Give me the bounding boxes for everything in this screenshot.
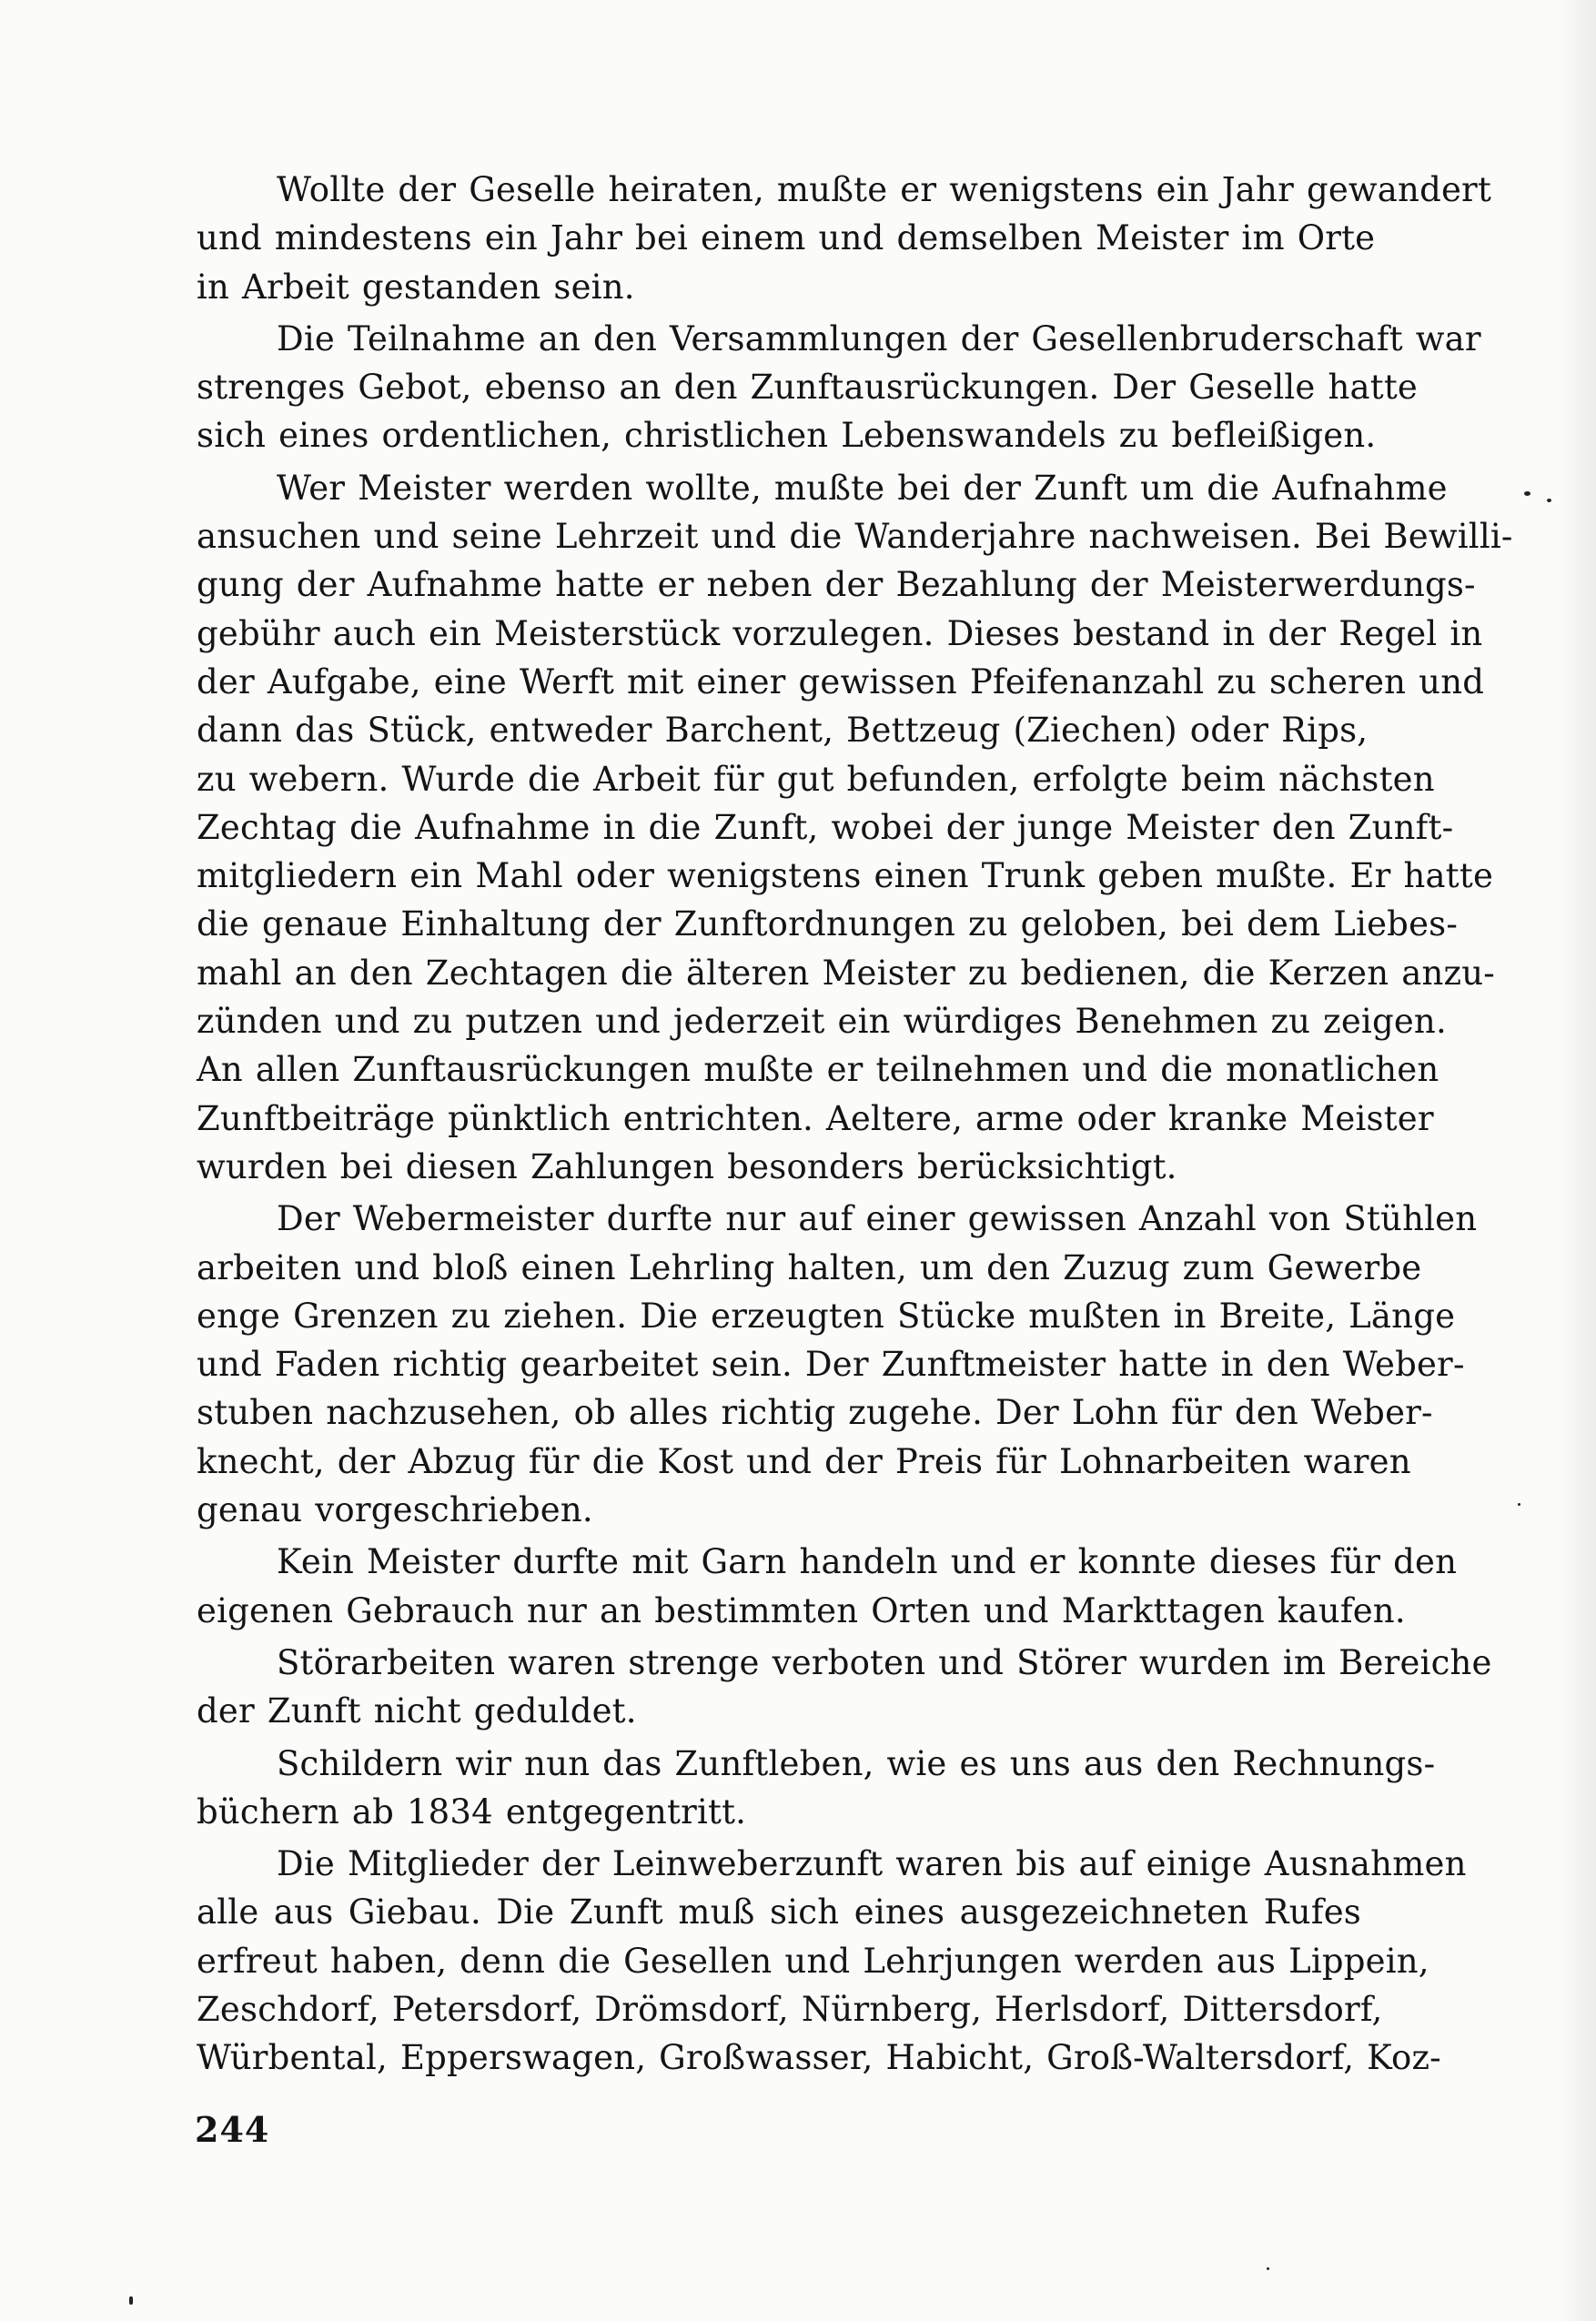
body-text	[197, 166, 1513, 2086]
text-line: stuben nachzusehen, ob alles richtig zugehe. Der Lohn für den Weber-	[197, 1393, 1433, 1433]
text-line: wurden bei diesen Zahlungen besonders berücksichtigt.	[197, 1146, 1177, 1186]
text-line: Würbental, Epperswagen, Großwasser, Habicht, Groß-Waltersdorf, Koz-	[197, 2038, 1441, 2078]
text-line: Der Webermeister durfte nur auf einer gewissen Anzahl von Stühlen	[277, 1199, 1478, 1239]
paragraph	[197, 464, 1513, 1191]
text-line: genau vorgeschrieben.	[197, 1490, 593, 1530]
scan-speck	[1518, 1503, 1520, 1506]
text-line: gebühr auch ein Meisterstück vorzulegen. Dieses bestand in der Regel in	[197, 613, 1483, 653]
text-line: und mindestens ein Jahr bei einem und demselben Meister im Orte	[197, 218, 1376, 258]
text-line: der Zunft nicht geduldet.	[197, 1691, 637, 1731]
text-line: enge Grenzen zu ziehen. Die erzeugten Stücke mußten in Breite, Länge	[197, 1296, 1456, 1336]
scan-speck	[1524, 491, 1530, 496]
scan-speck	[129, 2296, 133, 2305]
paragraph	[197, 1840, 1467, 2082]
text-line: alle aus Giebau. Die Zunft muß sich eines ausgezeichneten Rufes	[197, 1892, 1361, 1932]
scan-speck	[1267, 2267, 1269, 2270]
text-line: knecht, der Abzug für die Kost und der Preis für Lohnarbeiten waren	[197, 1441, 1411, 1481]
paragraph	[197, 166, 1492, 311]
text-line: Zunftbeiträge pünktlich entrichten. Aeltere, arme oder kranke Meister	[197, 1098, 1434, 1138]
text-line: mitgliedern ein Mahl oder wenigstens einen Trunk geben mußte. Er hatte	[197, 856, 1494, 896]
text-line: sich eines ordentlichen, christlichen Lebenswandels zu befleißigen.	[197, 416, 1377, 456]
scan-speck	[1547, 499, 1551, 502]
scan-edge-shadow	[1560, 0, 1596, 2321]
paragraph	[197, 315, 1481, 460]
page-number: 244	[195, 2109, 270, 2150]
paragraph	[197, 1740, 1436, 1837]
text-line: Die Mitglieder der Leinweberzunft waren bis auf einige Ausnahmen	[277, 1844, 1467, 1884]
text-line: Schildern wir nun das Zunftleben, wie es uns aus den Rechnungs-	[277, 1743, 1436, 1783]
text-line: in Arbeit gestanden sein.	[197, 267, 635, 307]
text-line: zu webern. Wurde die Arbeit für gut befunden, erfolgte beim nächsten	[197, 759, 1435, 799]
text-line: gung der Aufnahme hatte er neben der Bezahlung der Meisterwerdungs-	[197, 565, 1476, 605]
text-line: dann das Stück, entweder Barchent, Bettzeug (Ziechen) oder Rips,	[197, 711, 1369, 751]
text-line: An allen Zunftausrückungen mußte er teilnehmen und die monatlichen	[197, 1050, 1439, 1090]
text-line: Zeschdorf, Petersdorf, Drömsdorf, Nürnberg, Herlsdorf, Dittersdorf,	[197, 1989, 1383, 2029]
text-line: und Faden richtig gearbeitet sein. Der Zunftmeister hatte in den Weber-	[197, 1345, 1465, 1385]
text-line: eigenen Gebrauch nur an bestimmten Orten und Markttagen kaufen.	[197, 1590, 1406, 1630]
text-line: Wollte der Geselle heiraten, mußte er wenigstens ein Jahr gewandert	[277, 170, 1492, 209]
paragraph	[197, 1639, 1492, 1736]
text-line: ansuchen und seine Lehrzeit und die Wanderjahre nachweisen. Bei Bewilli-	[197, 517, 1513, 557]
text-line: der Aufgabe, eine Werft mit einer gewissen Pfeifenanzahl zu scheren und	[197, 661, 1485, 701]
text-line: Zechtag die Aufnahme in die Zunft, wobei der junge Meister den Zunft-	[197, 807, 1454, 847]
text-line: zünden und zu putzen und jederzeit ein würdiges Benehmen zu zeigen.	[197, 1002, 1447, 1042]
text-line: Störarbeiten waren strenge verboten und Störer wurden im Bereiche	[277, 1642, 1492, 1682]
text-line: Kein Meister durfte mit Garn handeln und er konnte dieses für den	[277, 1542, 1458, 1582]
text-line: die genaue Einhaltung der Zunftordnungen zu geloben, bei dem Liebes-	[197, 904, 1459, 944]
text-line: büchern ab 1834 entgegentritt.	[197, 1791, 747, 1832]
paragraph	[197, 1195, 1478, 1534]
text-line: strenges Gebot, ebenso an den Zunftausrückungen. Der Geselle hatte	[197, 368, 1419, 408]
text-line: mahl an den Zechtagen die älteren Meister zu bedienen, die Kerzen anzu-	[197, 953, 1495, 993]
text-line: erfreut haben, denn die Gesellen und Lehrjungen werden aus Lippein,	[197, 1941, 1429, 1981]
text-line: arbeiten und bloß einen Lehrling halten, um den Zuzug zum Gewerbe	[197, 1247, 1422, 1287]
text-line: Wer Meister werden wollte, mußte bei der Zunft um die Aufnahme	[277, 468, 1448, 508]
paragraph	[197, 1538, 1458, 1635]
text-line: Die Teilnahme an den Versammlungen der Gesellenbruderschaft war	[277, 318, 1481, 358]
